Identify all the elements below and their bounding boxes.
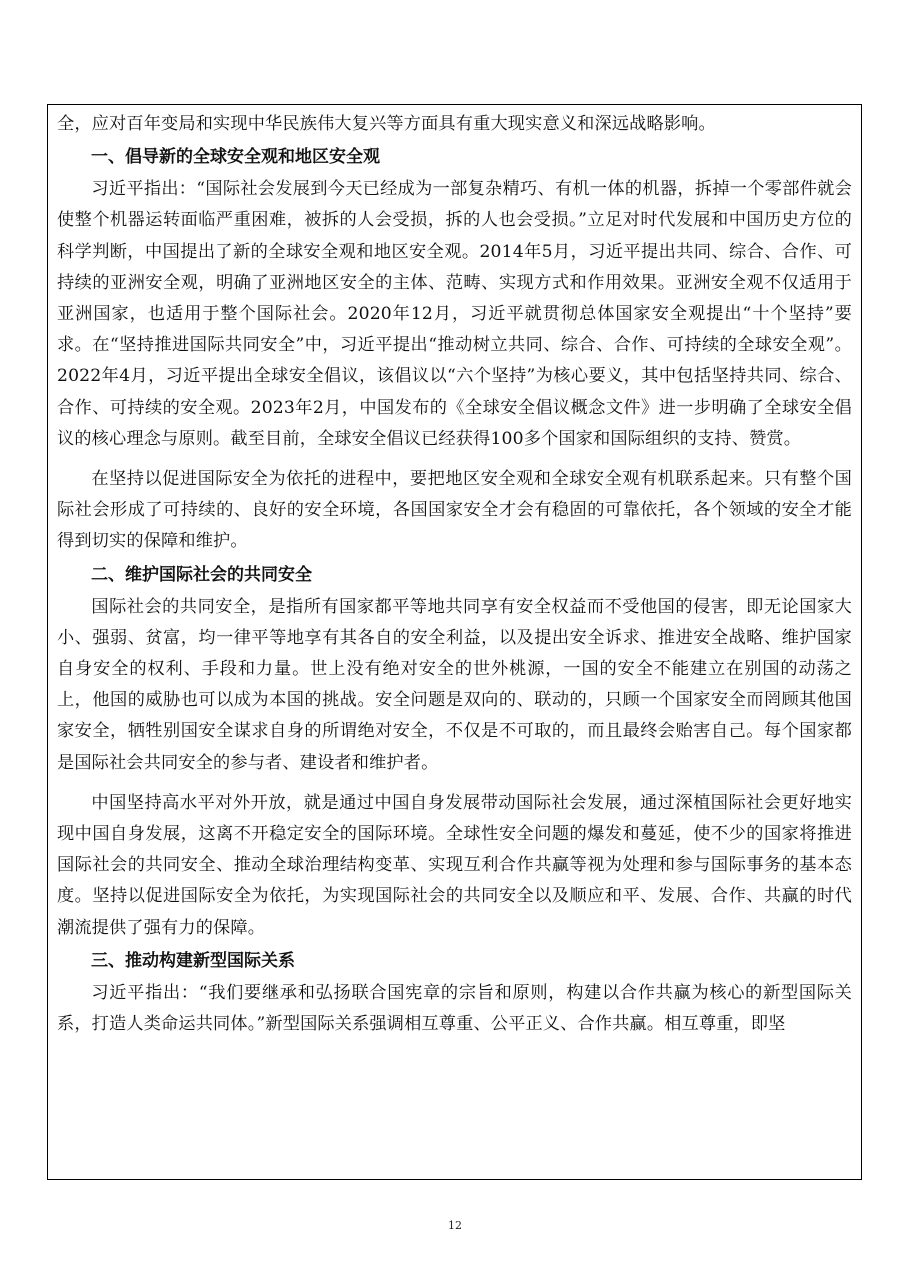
section-heading-2: 二、维护国际社会的共同安全 (91, 564, 312, 585)
paragraph: 中国坚持高水平对外开放，就是通过中国自身发展带动国际社会发展，通过深植国际社会更好地实现中国自身发展，这离不开稳定安全的国际环境。全球性安全问题的爆发和蔓延，使不少的国家将推进国际社会的共同安全、推动全球治理结构变革、实现互利合作共赢等视为处理和参与国际事务的基本态度。坚持以促进国际安全为依托，为实现国际社会的共同安全以及顺应和平、发展、合作、共赢的时代潮流提供了强有力的保障。 (57, 792, 852, 938)
paragraph: 在坚持以促进国际安全为依托的进程中，要把地区安全观和全球安全观有机联系起来。只有整个国际社会形成了可持续的、良好的安全环境，各国国家安全才会有稳固的可靠依托，各个领域的安全才能得到切实的保障和维护。 (57, 469, 852, 552)
section-heading-3: 三、推动构建新型国际关系 (91, 950, 295, 971)
paragraph: 习近平指出：“国际社会发展到今天已经成为一部复杂精巧、有机一体的机器，拆掉一个零部件就会使整个机器运转面临严重困难，被拆的人会受损，拆的人也会受损。”立足对时代发展和中国历史方位的科学判断，中国提出了新的全球安全观和地区安全观。2014年5月，习近平提出共同、综合、合作、可持续的亚洲安全观，明确了亚洲地区安全的主体、范畴、实现方式和作用效果。亚洲安全观不仅适用于亚洲国家，也适用于整个国际社会。2020年12月，习近平就贯彻总体国家安全观提出“十个坚持”要求。在“坚持推进国际共同安全”中，习近平提出“推动树立共同、综合、合作、可持续的全球安全观”。2022年4月，习近平提出全球安全倡议，该倡议以“六个坚持”为核心要义，其中包括坚持共同、综合、合作、可持续的安全观。2023年2月，中国发布的《全球安全倡议概念文件》进一步明确了全球安全倡议的核心理念与原则。截至目前，全球安全倡议已经获得100多个国家和国际组织的支持、赞赏。 (57, 179, 852, 449)
paragraph: 国际社会的共同安全，是指所有国家都平等地共同享有安全权益而不受他国的侵害，即无论国家大小、强弱、贫富，均一律平等地享有其各自的安全利益，以及提出安全诉求、推进安全战略、维护国家自身安全的权利、手段和力量。世上没有绝对安全的世外桃源，一国的安全不能建立在别国的动荡之上，他国的威胁也可以成为本国的挑战。安全问题是双向的、联动的，只顾一个国家安全而罔顾其他国家安全，牺牲别国安全谋求自身的所谓绝对安全，不仅是不可取的，而且最终会贻害自己。每个国家都是国际社会共同安全的参与者、建设者和维护者。 (57, 596, 852, 773)
section-heading-1: 一、倡导新的全球安全观和地区安全观 (91, 147, 380, 168)
paragraph: 习近平指出：“我们要继承和弘扬联合国宪章的宗旨和原则，构建以合作共赢为核心的新型国际关系，打造人类命运共同体。”新型国际关系强调相互尊重、公平正义、合作共赢。相互尊重，即坚 (57, 982, 852, 1035)
page-number: 12 (448, 1219, 462, 1232)
paragraph-continued: 全，应对百年变局和实现中华民族伟大复兴等方面具有重大现实意义和深远战略影响。 (57, 114, 716, 134)
page-content-frame (47, 104, 862, 1180)
